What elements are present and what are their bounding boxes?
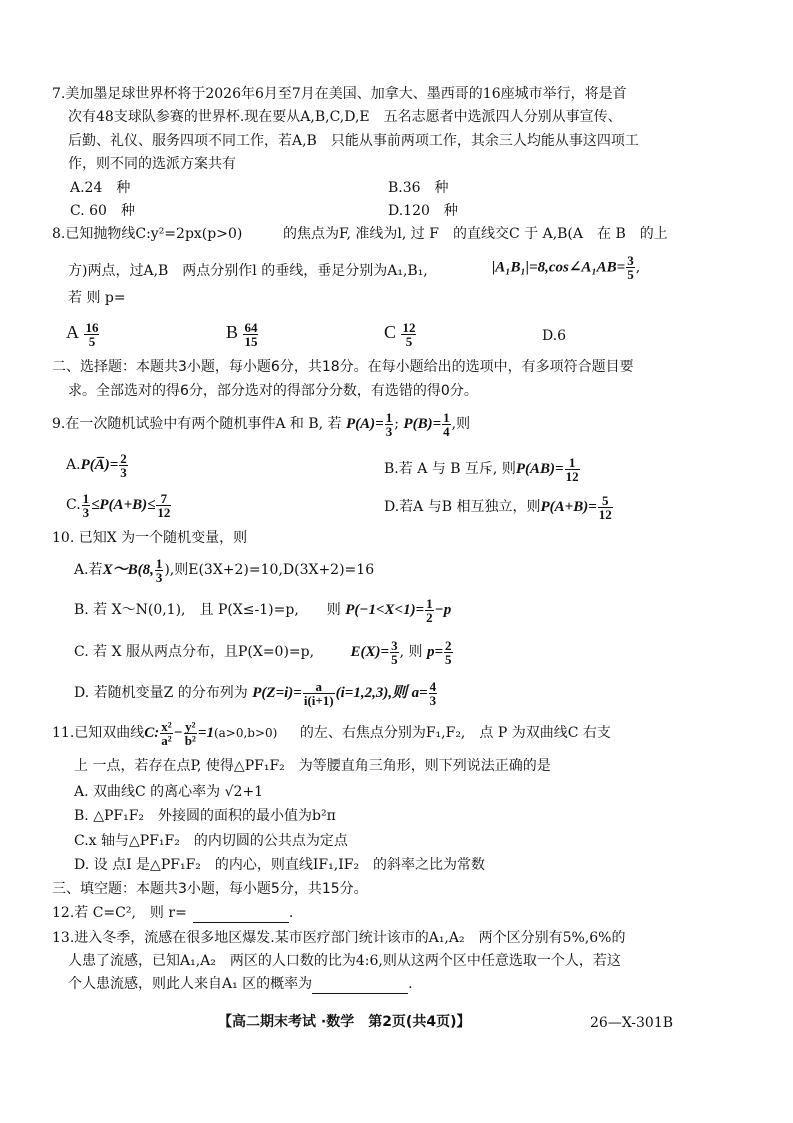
q10-option-a-fraction: $\frac{1}{3}$ — [155, 555, 163, 585]
q10-option-c-fraction-2: $\frac{2}{5}$ — [445, 637, 452, 667]
q9-option-a-fraction: $\frac{2}{3}$ — [120, 450, 127, 480]
q8-line-1a: 8.已知抛物线C:y²=2px(p>0) — [52, 226, 243, 242]
q9-option-d: D.若A 与B 相互独立，则P(A+B)= $\frac{5}{12}$ — [384, 492, 612, 522]
q10-option-a: A.若X～B(8, $\frac{1}{3}$ ),则E(3X+2)=10,D(3X+2)=16 — [74, 555, 375, 585]
q9-pb-fraction: $\frac{1}{4}$ — [443, 409, 450, 439]
q11-line-1: 11.已知双曲线C: $\frac{\text{x²}}{\text{a²}}$ − $\frac{\text{y²}}{\text{b²}}$ =1(a>0,b>0) 的左、右焦点分别为F₁,F₂, 点 P 为双曲线C 右支 — [52, 718, 611, 748]
q10-option-b: B. 若 X～N(0,1), 且 P(X≤-1)=p, 则 P(−1<X<1)= $\frac{1}{2}$ −p — [74, 595, 452, 625]
q10-option-d: D. 若随机变量Z 的分布列为 P(Z=i)= $\frac{a}{i(i+1)}$ (i=1,2,3),则 a= $\frac{4}{3}$ — [74, 678, 437, 708]
q8-condition: |A₁B₁|=8,cos∠A₁AB= $\frac{3}{5}$ , — [492, 253, 641, 282]
q11-option-d: D. 设 点I 是△PF₁F₂ 的内心，则直线IF₁,IF₂ 的斜率之比为常数 — [74, 857, 486, 873]
q8-line-3: 若 则 p= — [68, 290, 126, 306]
q13-line-3: 个人患流感，则此人来自A₁ 区的概率为 . — [68, 976, 413, 992]
q9-option-b: B.若 A 与 B 互斥, 则P(AB)= $\frac{1}{12}$ — [384, 454, 579, 484]
q10-option-d-fraction-1: $\frac{a}{i(i+1)}$ — [303, 678, 334, 708]
q9-option-c-fraction-2: $\frac{7}{12}$ — [157, 490, 171, 520]
q10-option-c: C. 若 X 服从两点分布，且P(X=0)=p, E(X)= $\frac{3}{5}$ , 则 p= $\frac{2}{5}$ — [74, 637, 452, 667]
q7-option-a: A.24 种 — [70, 180, 131, 196]
q7-option-b: B.36 种 — [388, 180, 449, 196]
section-2-heading-1: 二、选择题：本题共3小题，每小题6分，共18分。在每小题给出的选项中，有多项符合题目要 — [52, 359, 634, 375]
q12-answer-blank[interactable] — [193, 906, 289, 923]
q8-option-a-fraction: $\frac{16}{5}$ — [85, 319, 99, 349]
q11-line-2: 上 一点，若存在点P, 使得△PF₁F₂ 为等腰直角三角形，则下列说法正确的是 — [74, 758, 551, 774]
q8-option-c: C $\frac{12}{5}$ — [384, 319, 416, 349]
q8-line-1b: 的焦点为F, 准线为l, 过 F 的直线交C 于 A,B(A 在 B 的上 — [283, 226, 668, 242]
q11-x-fraction: $\frac{\text{x²}}{\text{a²}}$ — [161, 718, 172, 748]
q13-line-1: 13.进入冬季，流感在很多地区爆发.某市医疗部门统计该市的A₁,A₂ 两个区分别有5%,6%的 — [52, 930, 626, 946]
q7-line-2: 次有48支球队参赛的世界杯.现在要从A,B,C,D,E 五名志愿者中选派四人分别从事宣传、 — [68, 109, 622, 125]
q9-option-c-fraction-1: $\frac{1}{3}$ — [82, 490, 90, 520]
footer-code: 26—X-301B — [590, 1015, 674, 1031]
q9-stem: 9.在一次随机试验中有两个随机事件A 和 B, 若 P(A)= $\frac{1}{3}$ ; P(B)= $\frac{1}{4}$ ,则 — [52, 409, 471, 439]
q8-option-b-fraction: $\frac{64}{15}$ — [244, 319, 258, 349]
q8-option-b: B $\frac{64}{15}$ — [226, 319, 258, 349]
q8-condition-formula: |A₁B₁|=8,cos∠A₁AB= — [492, 259, 626, 276]
q12-line: 12.若 C=C², 则 r= . — [52, 905, 294, 921]
q7-option-c: C. 60 种 — [70, 203, 135, 219]
q10-option-c-fraction-1: $\frac{3}{5}$ — [391, 637, 398, 667]
section-3-heading: 三、填空题：本题共3小题，每小题5分，共15分。 — [52, 881, 368, 897]
q9-option-c: C. $\frac{1}{3}$ ≤P(A+B)≤ $\frac{7}{12}$ — [66, 490, 171, 520]
q8-line-2a: 方)两点，过A,B 两点分别作l 的垂线，垂足分别为A₁,B₁, — [68, 263, 428, 279]
q10-option-b-fraction: $\frac{1}{2}$ — [426, 595, 433, 625]
q9-option-b-fraction: $\frac{1}{12}$ — [565, 454, 579, 484]
q10-stem: 10. 已知X 为一个随机变量，则 — [52, 530, 248, 546]
q7-line-1: 7.美加墨足球世界杯将于2026年6月至7月在美国、加拿大、墨西哥的16座城市举行，将是首 — [52, 86, 627, 102]
q13-answer-blank[interactable] — [312, 977, 408, 994]
q8-option-c-fraction: $\frac{12}{5}$ — [402, 319, 416, 349]
q8-option-d: D.6 — [542, 328, 567, 344]
q11-option-c: C.x 轴与△PF₁F₂ 的内切圆的公共点为定点 — [74, 833, 348, 849]
q9-pa-fraction: $\frac{1}{3}$ — [385, 409, 393, 439]
q11-option-a: A. 双曲线C 的离心率为 √2+1 — [74, 784, 264, 800]
q7-option-d: D.120 种 — [388, 203, 458, 219]
q8-cos-fraction: $\frac{3}{5}$ — [627, 253, 634, 282]
footer-page-info: 【高二期末考试 ·数学 第2页(共4页)】 — [218, 1014, 471, 1030]
q7-line-3: 后勤、礼仪、服务四项不同工作，若A,B 只能从事前两项工作，其余三人均能从事这四项工 — [68, 133, 639, 149]
q11-option-b: B. △PF₁F₂ 外接圆的面积的最小值为b²π — [74, 808, 336, 824]
q10-option-d-fraction-2: $\frac{4}{3}$ — [429, 678, 437, 708]
section-2-heading-2: 求。全部选对的得6分，部分选对的得部分分数，有选错的得0分。 — [68, 383, 478, 399]
q8-option-a: A $\frac{16}{5}$ — [66, 319, 99, 349]
q11-y-fraction: $\frac{\text{y²}}{\text{b²}}$ — [184, 718, 196, 748]
q7-line-4: 作，则不同的选派方案共有 — [68, 156, 236, 172]
q13-line-2: 人患了流感，已知A₁,A₂ 两区的人口数的比为4:6,则从这两个区中任意选取一个人，若这 — [68, 953, 621, 969]
q9-option-d-fraction: $\frac{5}{12}$ — [598, 492, 612, 522]
q9-option-a: A.P(A̅)= $\frac{2}{3}$ — [66, 450, 127, 480]
